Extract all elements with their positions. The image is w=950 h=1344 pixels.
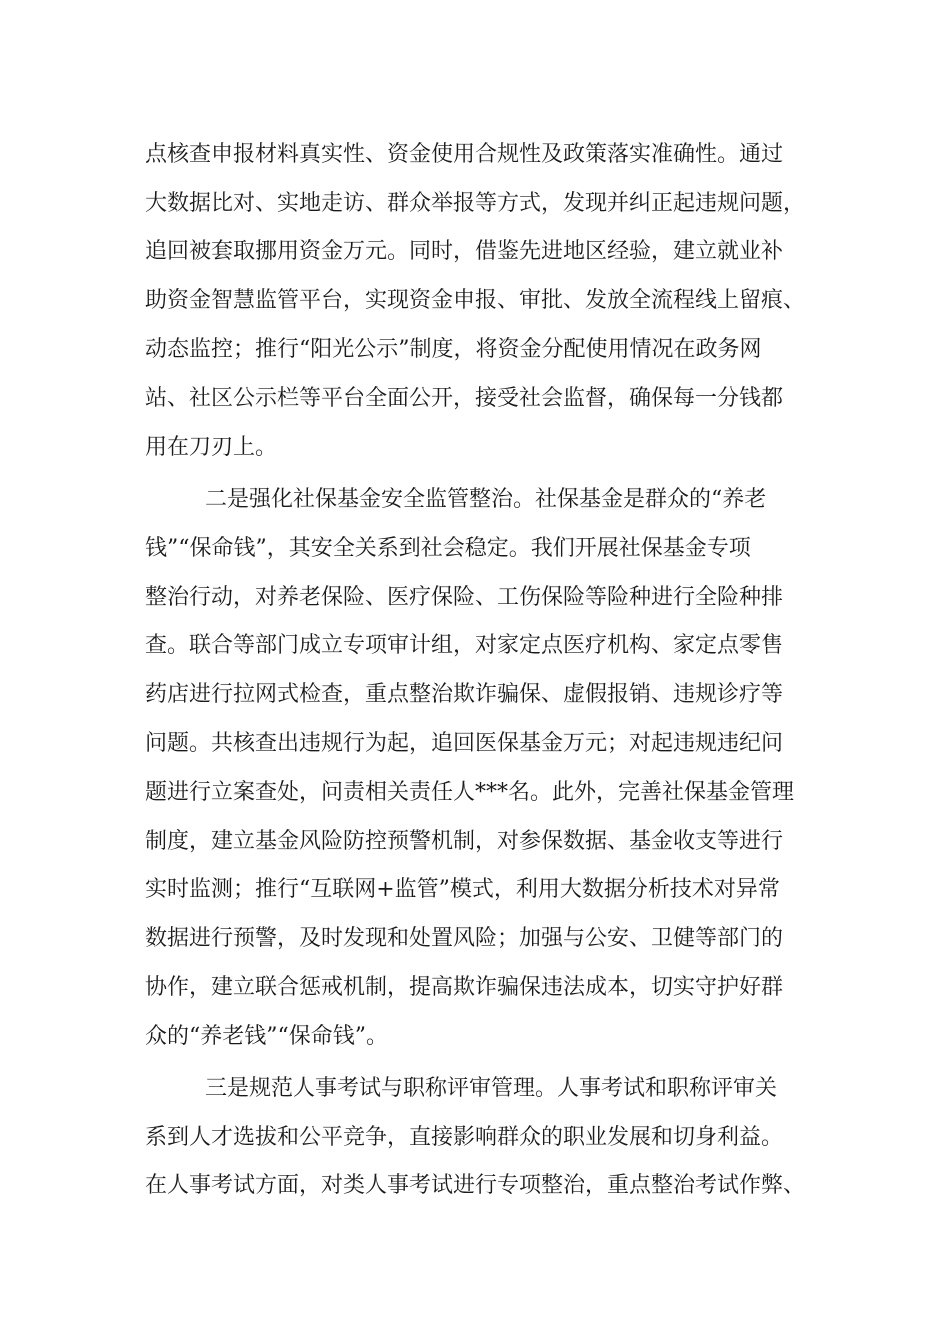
body-text-line: 实时监测；推行“互联网+监管”模式，利用大数据分析技术对异常	[145, 877, 780, 902]
body-text-line: 问题。共核查出违规行为起，追回医保基金万元；对起违规违纪问	[145, 731, 784, 756]
body-text-line: 钱”“保命钱”，其安全关系到社会稳定。我们开展社保基金专项	[145, 536, 751, 561]
body-text-line: 在人事考试方面，对类人事考试进行专项整治，重点整治考试作弊、	[145, 1173, 806, 1198]
body-text-line: 大数据比对、实地走访、群众举报等方式，发现并纠正起违规问题，	[145, 191, 806, 216]
body-text-line: 动态监控；推行“阳光公示”制度，将资金分配使用情况在政务网	[145, 337, 762, 362]
body-text-line: 站、社区公示栏等平台全面公开，接受社会监督，确保每一分钱都	[145, 386, 784, 411]
body-text-line: 题进行立案查处，问责相关责任人***名。此外，完善社保基金管理	[145, 780, 795, 805]
paragraph-3-first-line: 三是规范人事考试与职称评审管理。人事考试和职称评审关	[205, 1076, 778, 1101]
body-text-line: 助资金智慧监管平台，实现资金申报、审批、发放全流程线上留痕、	[145, 288, 806, 313]
body-text-line: 查。联合等部门成立专项审计组，对家定点医疗机构、家定点零售	[145, 633, 784, 658]
body-text-line: 数据进行预警，及时发现和处置风险；加强与公安、卫健等部门的	[145, 926, 784, 951]
body-text-line: 众的“养老钱”“保命钱”。	[145, 1024, 388, 1049]
body-text-line: 协作，建立联合惩戒机制，提高欺诈骗保违法成本，切实守护好群	[145, 975, 784, 1000]
body-text-line: 药店进行拉网式检查，重点整治欺诈骗保、虚假报销、违规诊疗等	[145, 682, 784, 707]
body-text-line: 制度，建立基金风险防控预警机制，对参保数据、基金收支等进行	[145, 829, 784, 854]
body-text-line: 用在刀刃上。	[145, 435, 278, 460]
paragraph-2-first-line: 二是强化社保基金安全监管整治。社保基金是群众的“养老	[205, 487, 767, 512]
body-text-line: 追回被套取挪用资金万元。同时，借鉴先进地区经验，建立就业补	[145, 239, 784, 264]
body-text-line: 系到人才选拔和公平竞争，直接影响群众的职业发展和切身利益。	[145, 1125, 784, 1150]
body-text-line: 点核查申报材料真实性、资金使用合规性及政策落实准确性。通过	[145, 142, 784, 167]
body-text-line: 整治行动，对养老保险、医疗保险、工伤保险等险种进行全险种排	[145, 585, 784, 610]
